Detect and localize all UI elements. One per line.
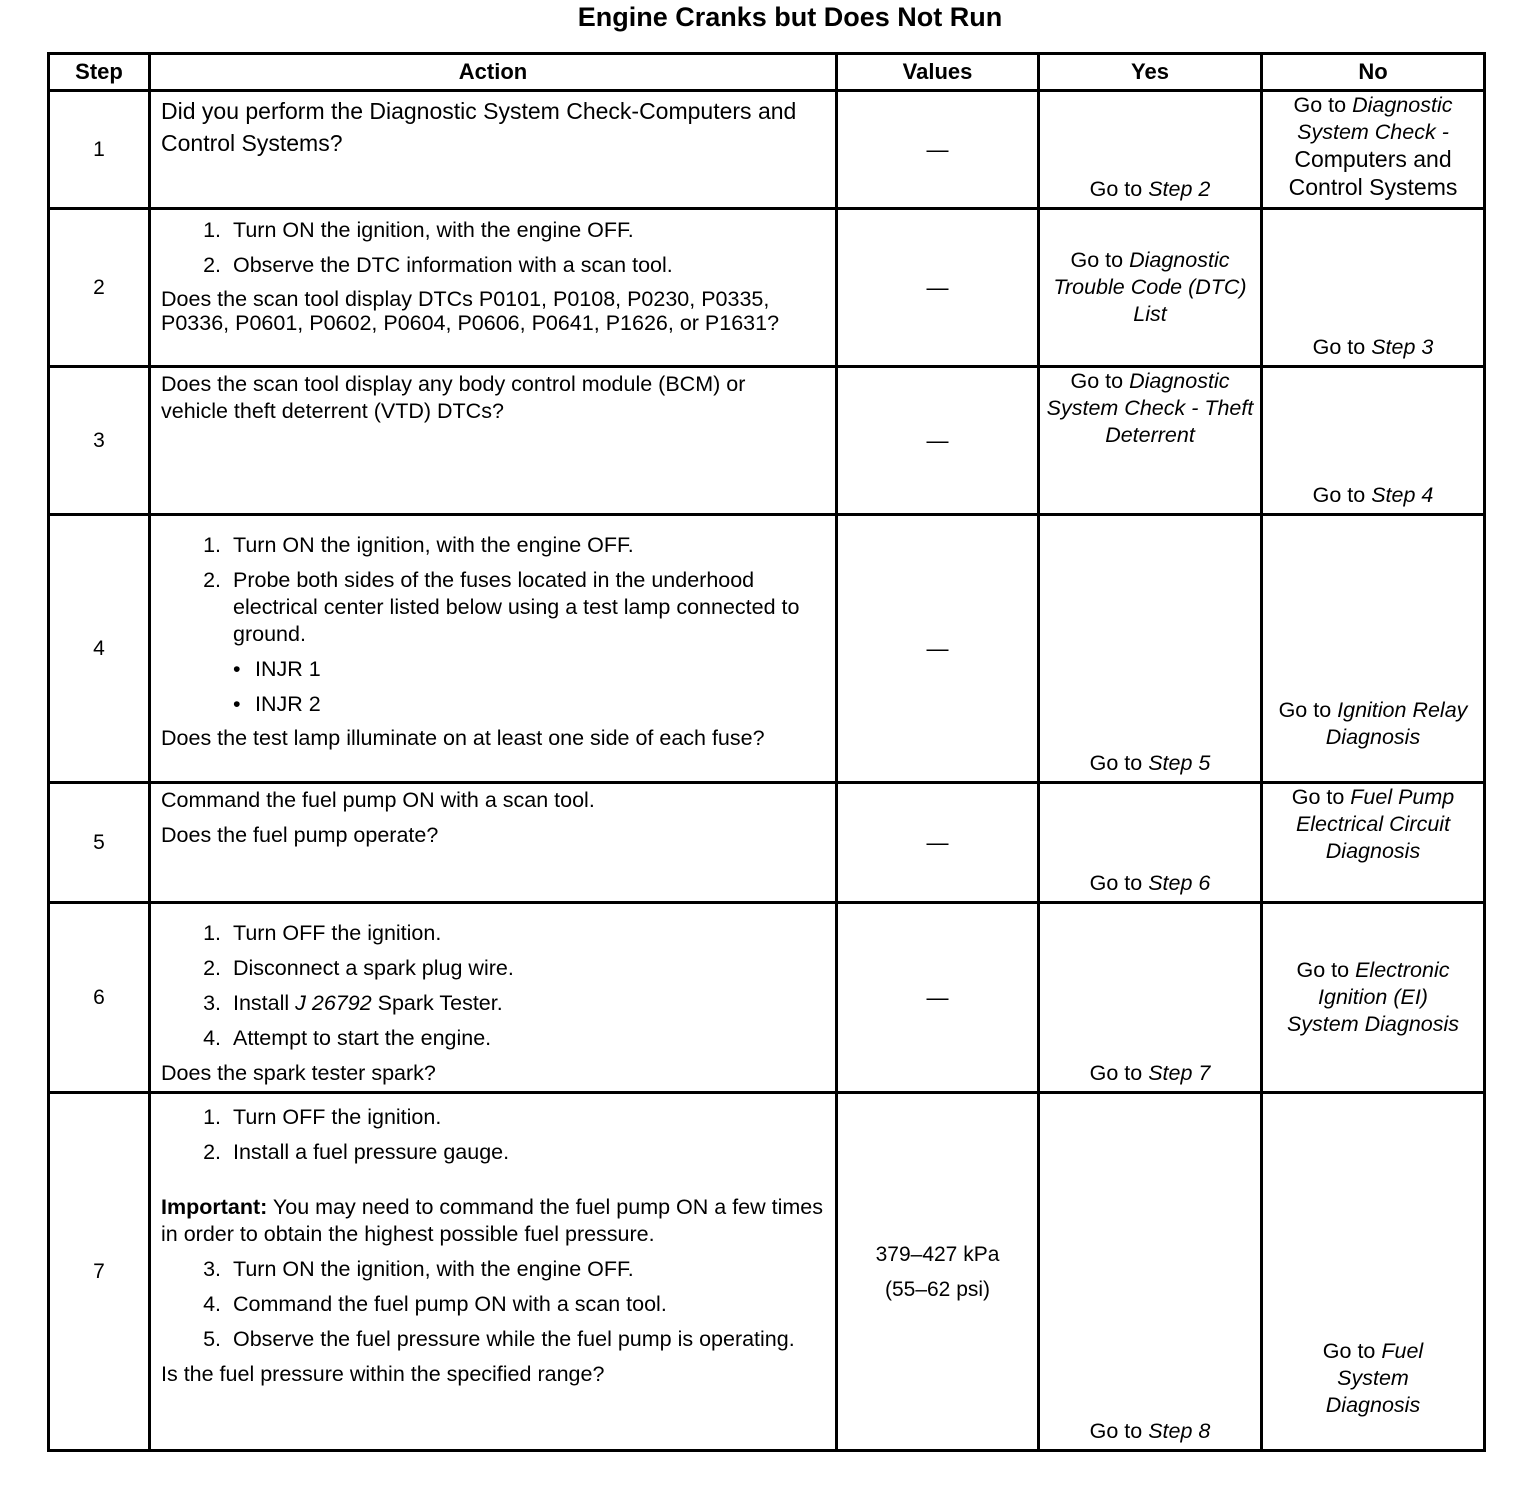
go-to-label: Go to [1322, 1339, 1376, 1363]
question-text: Does the scan tool display any body control module (BCM) or vehicle theft deterrent (VTD) DTCs? [161, 372, 746, 423]
go-to-label: Go to [1278, 698, 1332, 722]
go-to-label: Go to [1089, 871, 1143, 895]
important-label: Important: [161, 1195, 268, 1219]
list-item: 4. Attempt to start the engine. [203, 1026, 492, 1050]
value-dash: — [926, 136, 949, 162]
list-item: 3. Install J 26792 Spark Tester. [203, 991, 503, 1015]
yes-cell [1039, 367, 1262, 515]
value-kpa: 379–427 kPa [875, 1242, 1000, 1266]
value-cell [837, 783, 1039, 903]
action-cell [150, 903, 837, 1093]
value-cell [837, 1093, 1039, 1451]
go-to-label: Go to [1089, 751, 1143, 775]
step-number: 1 [49, 91, 150, 209]
yes-link[interactable]: Diagnostic Trouble Code (DTC) List [1053, 248, 1247, 326]
bullet-list [161, 656, 827, 718]
go-to-label: Go to [1312, 483, 1366, 507]
table-row [49, 1093, 1485, 1451]
step-number: 3 [49, 367, 150, 515]
yes-cell [1039, 903, 1262, 1093]
value-psi: (55–62 psi) [884, 1277, 991, 1301]
no-link[interactable]: Electronic Ignition (EI) System Diagnosis [1286, 958, 1460, 1036]
numbered-list [161, 217, 827, 279]
table-row [49, 903, 1485, 1093]
important-note [161, 1194, 827, 1248]
yes-cell [1039, 1093, 1262, 1451]
no-cell [1262, 515, 1485, 783]
yes-link[interactable]: Diagnostic System Check - Theft Deterrent [1046, 369, 1254, 447]
question-text: Did you perform the Diagnostic System Check-Computers and Control Systems? [161, 98, 797, 156]
no-cell [1262, 91, 1485, 209]
step-number: 6 [49, 903, 150, 1093]
table-header-row [49, 54, 1485, 91]
no-link[interactable]: Fuel Pump Electrical Circuit Diagnosis [1295, 785, 1455, 863]
value-cell [837, 515, 1039, 783]
yes-cell [1039, 91, 1262, 209]
list-item: 3. Turn ON the ignition, with the engine OFF. [203, 1257, 634, 1281]
action-cell [150, 209, 837, 367]
tool-name: J 26792 [295, 991, 372, 1015]
bullet-item: • INJR 2 [233, 692, 321, 716]
list-item: 2. Probe both sides of the fuses located in the underhood electrical center listed below using a test lamp connected to ground. [203, 568, 800, 646]
question-text: Does the test lamp illuminate on at least one side of each fuse? [161, 726, 765, 750]
table-row [49, 367, 1485, 515]
action-text: Command the fuel pump ON with a scan tool. [161, 788, 595, 812]
value-dash: — [926, 984, 949, 1010]
go-to-label: Go to [1070, 369, 1124, 393]
no-link[interactable]: Step 3 [1371, 335, 1434, 359]
table-row [49, 209, 1485, 367]
question-text: Does the fuel pump operate? [161, 823, 439, 847]
list-item: 5. Observe the fuel pressure while the fuel pump is operating. [203, 1327, 795, 1351]
action-cell [150, 515, 837, 783]
list-item: 1. Turn OFF the ignition. [203, 1105, 442, 1129]
yes-cell [1039, 209, 1262, 367]
list-item: 1. Turn ON the ignition, with the engine OFF. [203, 218, 634, 242]
value-dash: — [926, 427, 949, 453]
page-title: Engine Cranks but Does Not Run [577, 2, 1003, 32]
no-link[interactable]: Diagnostic System Check - [1297, 93, 1453, 144]
yes-link[interactable]: Step 2 [1148, 177, 1211, 201]
list-item: 4. Command the fuel pump ON with a scan tool. [203, 1292, 667, 1316]
go-to-label: Go to [1312, 335, 1366, 359]
yes-cell [1039, 783, 1262, 903]
header-action: Action [150, 54, 837, 91]
header-no: No [1262, 54, 1485, 91]
yes-cell [1039, 515, 1262, 783]
question-text: Does the spark tester spark? [161, 1061, 436, 1085]
step-number: 4 [49, 515, 150, 783]
yes-link[interactable]: Step 8 [1148, 1419, 1211, 1443]
numbered-list [161, 1256, 827, 1353]
table-row [49, 91, 1485, 209]
important-text: You may need to command the fuel pump ON a few times in order to obtain the highest possible fuel pressure. [161, 1195, 824, 1246]
header-values: Values [837, 54, 1039, 91]
question-text: Is the fuel pressure within the specified range? [161, 1362, 605, 1386]
list-item: 2. Install a fuel pressure gauge. [203, 1140, 510, 1164]
no-cell [1262, 209, 1485, 367]
no-cell [1262, 367, 1485, 515]
action-cell [150, 91, 837, 209]
value-dash: — [926, 635, 949, 661]
numbered-list [161, 532, 827, 648]
value-cell [837, 209, 1039, 367]
no-link[interactable]: Fuel System Diagnosis [1325, 1339, 1424, 1417]
yes-link[interactable]: Step 6 [1148, 871, 1211, 895]
go-to-label: Go to [1070, 248, 1124, 272]
list-item: 1. Turn OFF the ignition. [203, 921, 442, 945]
value-dash: — [926, 274, 949, 300]
diagnostic-table [47, 52, 1486, 1452]
value-cell [837, 91, 1039, 209]
no-link[interactable]: Step 4 [1371, 483, 1434, 507]
action-cell [150, 367, 837, 515]
go-to-label: Go to [1089, 1419, 1143, 1443]
value-cell [837, 367, 1039, 515]
go-to-label: Go to [1089, 177, 1143, 201]
yes-link[interactable]: Step 7 [1148, 1061, 1211, 1085]
bullet-item: • INJR 1 [233, 657, 321, 681]
step-number: 7 [49, 1093, 150, 1451]
step-number: 5 [49, 783, 150, 903]
go-to-label: Go to [1293, 93, 1347, 117]
action-cell [150, 783, 837, 903]
table-row [49, 783, 1485, 903]
question-text: Does the scan tool display DTCs P0101, P0108, P0230, P0335, P0336, P0601, P0602, P0604, P0606, P0641, P1626, or P1631? [161, 287, 780, 335]
no-cell [1262, 1093, 1485, 1451]
value-dash: — [926, 829, 949, 855]
step-number: 2 [49, 209, 150, 367]
numbered-list [161, 1104, 827, 1166]
no-cell [1262, 783, 1485, 903]
go-to-label: Go to [1089, 1061, 1143, 1085]
list-item: 1. Turn ON the ignition, with the engine OFF. [203, 533, 634, 557]
list-item: 2. Observe the DTC information with a scan tool. [203, 253, 673, 277]
go-to-label: Go to [1291, 785, 1345, 809]
table-row [49, 515, 1485, 783]
no-cell [1262, 903, 1485, 1093]
header-step: Step [49, 54, 150, 91]
go-to-label: Go to [1296, 958, 1350, 982]
list-item: 2. Disconnect a spark plug wire. [203, 956, 514, 980]
value-cell [837, 903, 1039, 1093]
yes-link[interactable]: Step 5 [1148, 751, 1211, 775]
action-cell [150, 1093, 837, 1451]
header-yes: Yes [1039, 54, 1262, 91]
numbered-list [161, 920, 827, 1052]
no-link[interactable]: Ignition Relay Diagnosis [1325, 698, 1468, 749]
no-link-tail[interactable]: Computers and Control Systems [1288, 146, 1458, 200]
